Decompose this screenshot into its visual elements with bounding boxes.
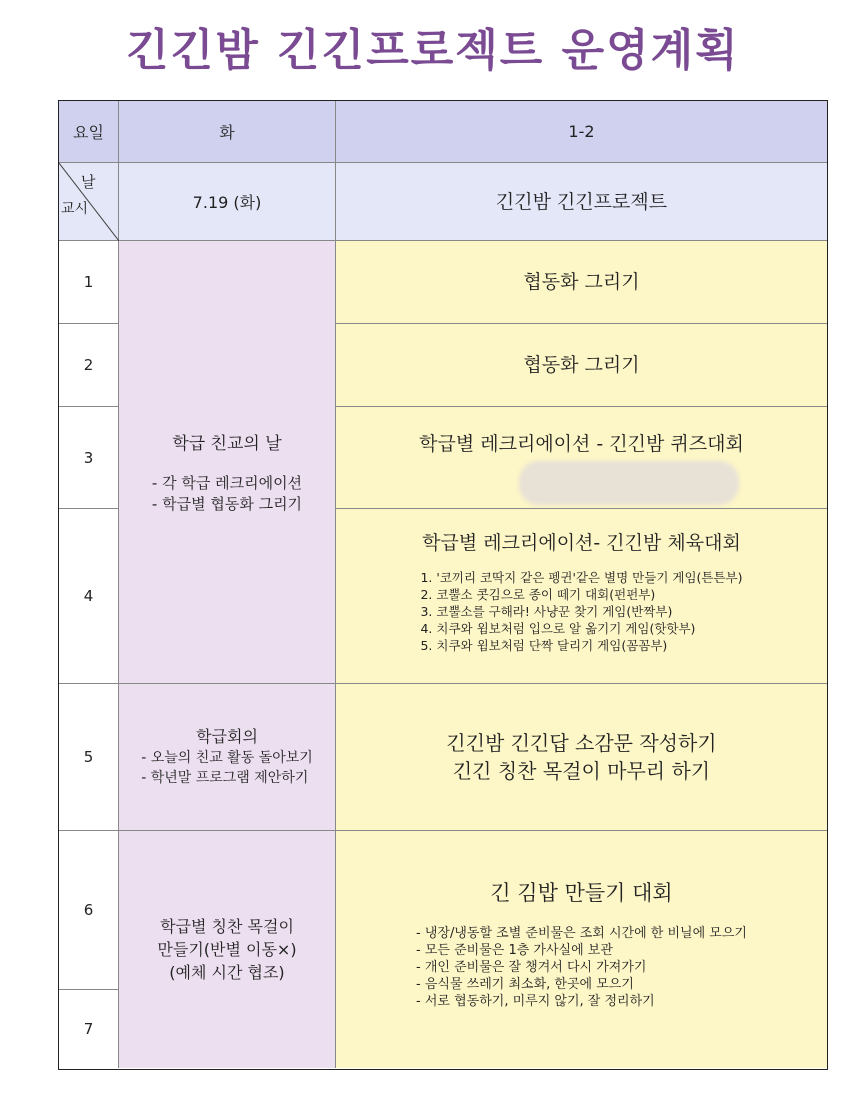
list-item: 2. 코뿔소 콧김으로 종이 떼기 대회(펀펀부) (420, 587, 656, 602)
header-day-label: 요일 (59, 101, 119, 163)
list-item: - 모든 준비물은 1층 가사실에 보관 (416, 943, 613, 958)
blur-smudge (519, 461, 739, 505)
activity-line: 긴긴 칭찬 목걸이 마무리 하기 (452, 759, 711, 783)
list-item: - 각 학급 레크리에이션 (151, 474, 303, 492)
list-item: 5. 치쿠와 윔보처럼 단짝 달리기 게임(꼼꼼부) (420, 638, 668, 653)
kimbap-contest-heading: 긴 김밥 만들기 대회 (490, 881, 673, 905)
friendship-day-heading: 학급 친교의 날 (172, 434, 282, 454)
necklace-line: 학급별 칭찬 목걸이 (160, 917, 294, 936)
necklace-line: (예체 시간 협조) (169, 963, 285, 982)
period-5-activity (336, 684, 827, 831)
diagonal-bottom-label: 교시 (61, 201, 89, 217)
period-5: 5 (59, 684, 119, 831)
header-class: 1-2 (336, 101, 827, 163)
project-cell: 긴긴밤 긴긴프로젝트 (336, 163, 827, 241)
list-item: - 서로 협동하기, 미루지 않기, 잘 정리하기 (416, 994, 655, 1009)
class-friendship-day-cell (119, 241, 336, 684)
list-item: 4. 치쿠와 윔보처럼 입으로 알 옮기기 게임(핫핫부) (420, 621, 696, 636)
class-meeting-cell (119, 684, 336, 831)
list-item: - 학급별 협동화 그리기 (151, 495, 303, 513)
date-cell: 7.19 (화) (119, 163, 336, 241)
list-item: - 냉장/냉동할 조별 준비물은 조회 시간에 한 비닐에 모으기 (416, 926, 747, 941)
period-7: 7 (59, 990, 119, 1068)
period-3: 3 (59, 407, 119, 509)
list-item: 3. 코뿔소를 구해라! 사냥꾼 찾기 게임(반짝부) (420, 604, 673, 619)
necklace-making-cell (119, 831, 336, 1068)
period-4: 4 (59, 509, 119, 684)
list-item: - 학년말 프로그램 제안하기 (141, 770, 309, 786)
period-1: 1 (59, 241, 119, 324)
header-weekday: 화 (119, 101, 336, 163)
period-2-activity: 협동화 그리기 (336, 324, 827, 407)
list-item: - 개인 준비물은 잘 챙겨서 다시 가져가기 (416, 960, 647, 975)
sports-day-heading: 학급별 레크리에이션- 긴긴밤 체육대회 (422, 532, 741, 554)
period-6-7-activity (336, 831, 827, 1068)
necklace-line: 만들기(반별 이동×) (157, 940, 297, 959)
period-2: 2 (59, 324, 119, 407)
schedule-table (58, 100, 828, 1070)
activity-line: 긴긴밤 긴긴답 소감문 작성하기 (446, 731, 717, 755)
list-item: 1. '코끼리 코딱지 같은 펭귄'같은 별명 만들기 게임(튼튼부) (420, 570, 743, 585)
period-4-activity (336, 509, 827, 684)
page-title: 긴긴밤 긴긴프로젝트 운영계획 (126, 25, 740, 76)
period-6: 6 (59, 831, 119, 990)
period-3-activity: 학급별 레크리에이션 - 긴긴밤 퀴즈대회 (336, 407, 827, 509)
list-item: - 음식물 쓰레기 최소화, 한곳에 모으기 (416, 977, 634, 992)
list-item: - 오늘의 친교 활동 돌아보기 (141, 750, 313, 766)
diagonal-top-label: 날 (81, 173, 96, 191)
period-1-activity: 협동화 그리기 (336, 241, 827, 324)
class-meeting-heading: 학급회의 (196, 727, 258, 746)
